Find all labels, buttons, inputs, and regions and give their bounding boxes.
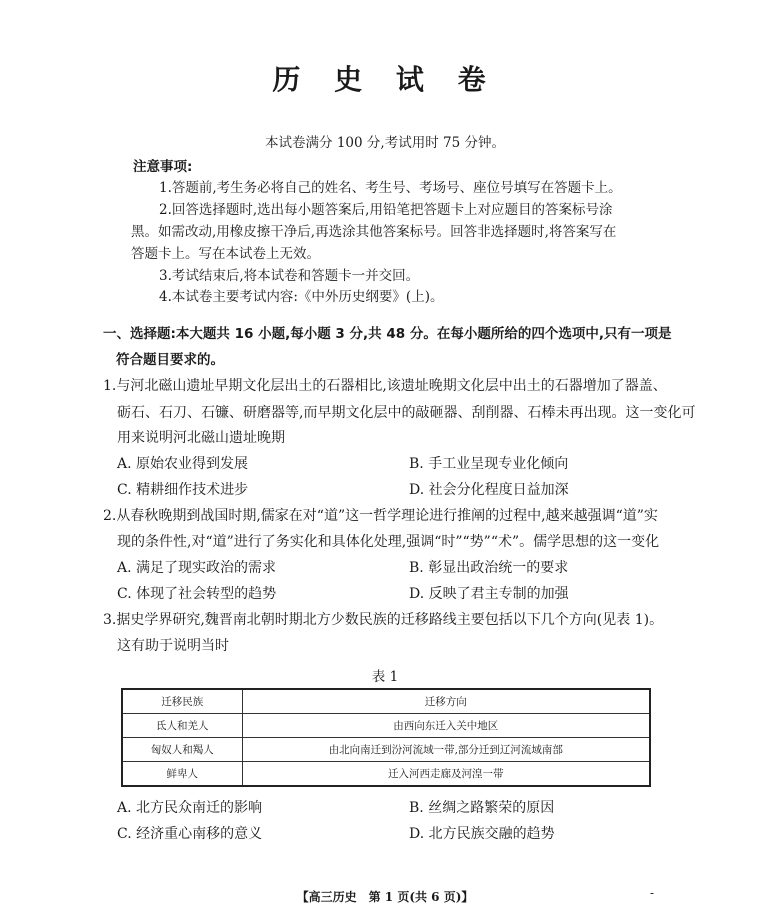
question-2-option-b[interactable]: B. 彰显出政治统一的要求 [409,560,569,576]
question-1-option-a[interactable]: A. 原始农业得到发展 [117,456,249,472]
section-heading: 一、选择题:本大题共 16 小题,每小题 3 分,共 48 分。在每小题所给的四个选项中,只有一项是 [103,326,672,342]
question-2-option-d[interactable]: D. 反映了君主专制的加强 [409,586,569,602]
notice-line: 2.回答选择题时,选出每小题答案后,用铅笔把答题卡上对应题目的答案标号涂 [159,202,613,218]
notice-line: 4.本试卷主要考试内容:《中外历史纲要》(上)。 [159,289,444,305]
question-3-option-c[interactable]: C. 经济重心南移的意义 [117,826,263,842]
question-1-stem: 砺石、石刀、石镰、研磨器等,而早期文化层中的敲砸器、刮削器、石棒未再出现。这一变化可 [117,405,696,421]
question-1-stem: 用来说明河北磁山遗址晚期 [117,430,285,446]
table-caption: 表 1 [371,669,399,685]
corner-mark: - [650,886,655,900]
table-cell: 氐人和羌人 [122,714,242,738]
table-cell: 迁入河西走廊及河湟一带 [242,762,650,787]
table-cell: 匈奴人和羯人 [122,738,242,762]
question-2-option-c[interactable]: C. 体现了社会转型的趋势 [117,586,277,602]
table-cell: 由北向南迁到汾河流域一带,部分迁到辽河流域南部 [242,738,650,762]
migration-table [121,688,651,787]
table-cell: 由西向东迁入关中地区 [242,714,650,738]
question-1-option-c[interactable]: C. 精耕细作技术进步 [117,482,249,498]
question-1-stem: 1.与河北磁山遗址早期文化层出土的石器相比,该遗址晚期文化层中出土的石器增加了器盖、 [103,378,667,394]
table-row [122,738,650,762]
notice-line: 1.答题前,考生务必将自己的姓名、考生号、考场号、座位号填写在答题卡上。 [159,180,622,196]
exam-info: 本试卷满分 100 分,考试用时 75 分钟。 [265,135,505,151]
page-title: 历 史 试 卷 [272,63,498,96]
notice-heading: 注意事项: [133,159,193,175]
table-cell: 鲜卑人 [122,762,242,787]
question-1-option-b[interactable]: B. 手工业呈现专业化倾向 [409,456,569,472]
notice-line: 答题卡上。写在本试卷上无效。 [131,246,320,262]
question-3-option-d[interactable]: D. 北方民族交融的趋势 [409,826,555,842]
notice-line: 黑。如需改动,用橡皮擦干净后,再选涂其他答案标号。回答非选择题时,将答案写在 [131,224,617,240]
table-header-row [122,689,650,714]
page-footer: 【高三历史 第 1 页(共 6 页)】 [296,890,474,904]
table-header-cell: 迁移民族 [122,689,242,714]
question-3-stem: 3.据史学界研究,魏晋南北朝时期北方少数民族的迁移路线主要包括以下几个方向(见表 1)。 [103,612,664,628]
question-3-option-a[interactable]: A. 北方民众南迁的影响 [117,800,263,816]
question-2-stem: 2.从春秋晚期到战国时期,儒家在对“道”这一哲学理论进行推阐的过程中,越来越强调“道”实 [103,508,658,524]
table-row [122,762,650,787]
table-header-cell: 迁移方向 [242,689,650,714]
question-2-option-a[interactable]: A. 满足了现实政治的需求 [117,560,277,576]
notice-line: 3.考试结束后,将本试卷和答题卡一并交回。 [159,268,420,284]
question-3-option-b[interactable]: B. 丝绸之路繁荣的原因 [409,800,555,816]
section-heading-cont: 符合题目要求的。 [116,352,224,368]
question-3-stem: 这有助于说明当时 [117,638,229,654]
table-row [122,714,650,738]
question-2-stem: 现的条件性,对“道”进行了务实化和具体化处理,强调“时”“势”“术”。儒学思想的这一变化 [117,534,660,550]
question-1-option-d[interactable]: D. 社会分化程度日益加深 [409,482,569,498]
